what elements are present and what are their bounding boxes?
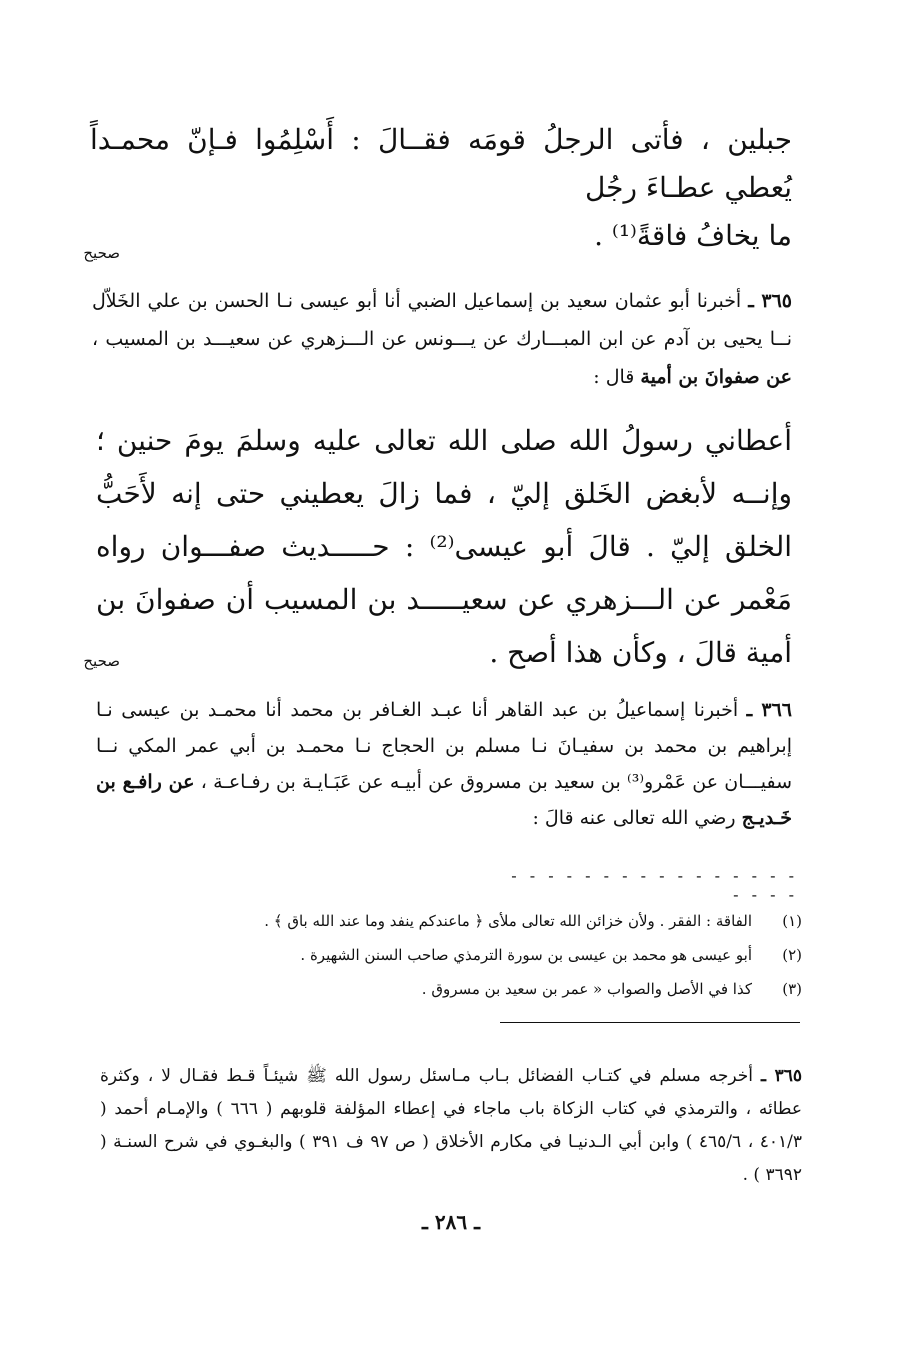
- isnad-text: أخبرنا أبو عثمان سعيد بن إسماعيل الضبي أنا أبو عيسى نـا الحسن بن علي الخَلاّل نــا يحيى بن آدم عن ابن المبـــارك عن يـــونس عن الـــزهري عن سعيـــد بن المسيب ،: [92, 290, 792, 350]
- footnote-index: (٢): [782, 946, 802, 964]
- footnote-index: (٣): [782, 980, 802, 998]
- continued-hadith-text: [90, 116, 792, 260]
- footnote-rule: [500, 1022, 800, 1023]
- grade-label: صحيح: [83, 244, 120, 262]
- footnote-item: [240, 946, 802, 964]
- narrator-said: رضي الله تعالى عنه قالَ :: [532, 807, 736, 829]
- text-line-1: جبلين ، فأتى الرجلُ قومَه فقــالَ : أَسْلِمُوا فـإنّ محمـداً يُعطي عطـاءَ رجُل: [90, 123, 792, 204]
- hadith-366-chain: [96, 692, 792, 836]
- takhrij-section: [100, 1060, 802, 1192]
- separator-dashes: - - - - - - - - - - - - - - - - - - - -: [511, 866, 798, 904]
- text-line-2: ما يخافُ فاقةً⁽¹⁾ .: [594, 219, 792, 252]
- footnote-item: [240, 980, 802, 998]
- page-number: ـ ٢٨٦ ـ: [422, 1210, 480, 1234]
- footnote-text: الفاقة : الفقر . ولأن خزائن الله تعالى ملأى ﴿ ماعندكم ينفد وما عند الله باق ﴾ .: [264, 912, 752, 930]
- grade-label: صحيح: [83, 652, 120, 670]
- footnote-text: أبو عيسى هو محمد بن عيسى بن سورة الترمذي صاحب السنن الشهيرة .: [300, 946, 752, 964]
- isnad-text: أخبرنا إسماعيلُ بن عبد القاهر أنا عبـد الغـافر بن محمد أنا محمـد بن عيسى نـا إبراهيم بن محمد بن سفيـانَ نـا مسلم بن الحجاج نـا محمـد بن أبي عمر المكي نــا سفيـــان عن عَمْرو⁽³⁾ بن سعيد بن مسروق عن أبيـه عن عَبَـايـة بن رفـاعـة ،: [96, 699, 793, 793]
- footnote-index: (١): [782, 912, 802, 930]
- narrator-name: عن صفوانَ بن أمية: [640, 366, 792, 388]
- hadith-365-matn: أعطاني رسولُ الله صلى الله تعالى عليه وسلمَ يومَ حنين ؛ وإنــه لأبغض الخَلق إليّ ، فما زالَ يعطيني حتى إنه لأَحَبُّ الخلق إليّ . قالَ أبو عيسى⁽²⁾ : حـــــديث صفـــوان رواه مَعْمر عن الـــزهري عن سعيـــــد بن المسيب أن صفوانَ بن أمية قالَ ، وكأن هذا أصح .: [96, 424, 793, 669]
- footnote-item: [240, 912, 802, 930]
- footnote-text: كذا في الأصل والصواب « عمر بن سعيد بن مسروق .: [421, 980, 752, 998]
- hadith-number: ٣٦٥ ـ: [748, 290, 792, 312]
- hadith-365-chain: [92, 282, 792, 396]
- narrator-said: قال :: [593, 366, 635, 388]
- narrator-name: عن رافـع بن خَـديـج: [96, 771, 792, 829]
- takhrij-text: أخرجه مسلم في كتـاب الفضائل بـاب مـاسئل رسول الله ﷺ شيئـاً قـط فقـال لا ، وكثرة عطائه ، والترمذي في كتاب الزكاة باب ماجاء في إعطاء المؤلفة قلوبهم ( ٦٦٦ ) والإمـام أحمد ( ٤٠١/٣ ، ٤٦٥/٦ ) وابن أبي الـدنيـا في مكارم الأخلاق ( ص ٩٧ ف ٣٩١ ) والبغـوي في شرح السنـة ( ٣٦٩٢ ) .: [100, 1066, 803, 1185]
- takhrij-number: ٣٦٥ ـ: [761, 1066, 802, 1086]
- hadith-number: ٣٦٦ ـ: [746, 699, 792, 721]
